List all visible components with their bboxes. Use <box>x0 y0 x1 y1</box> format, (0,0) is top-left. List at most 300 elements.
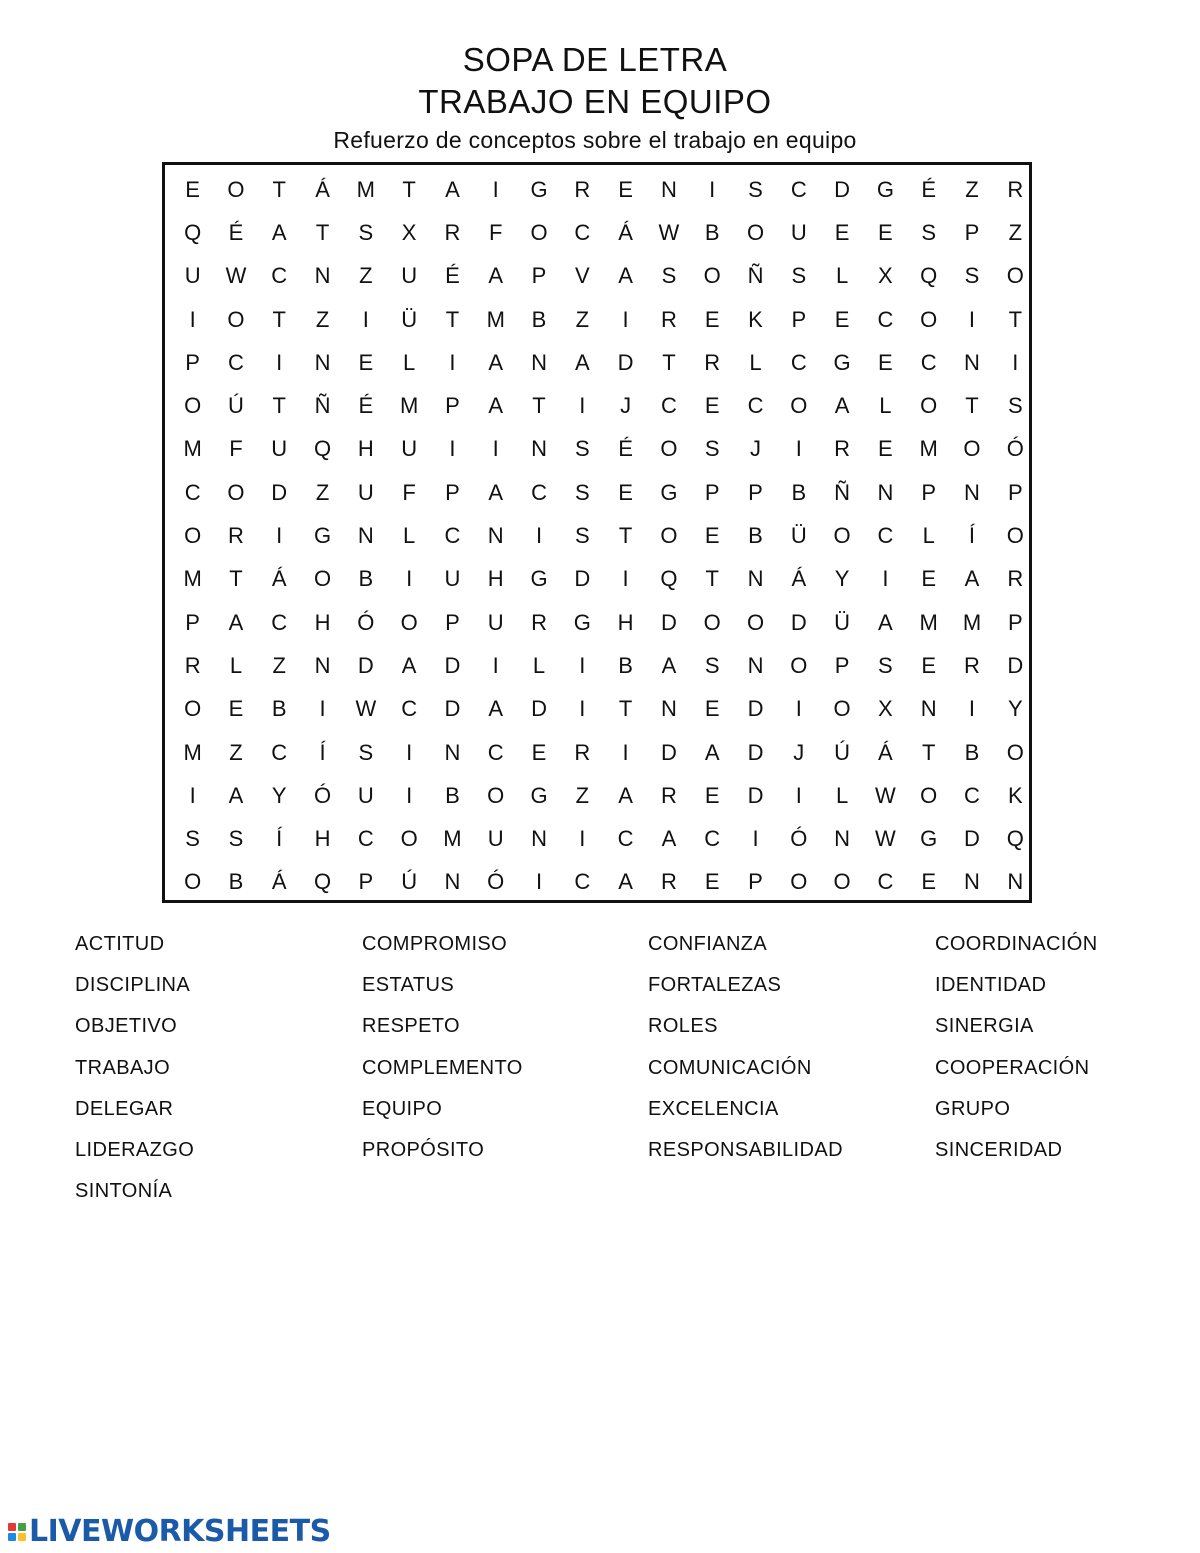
grid-letter: Ó <box>1006 436 1024 462</box>
grid-letter: É <box>358 393 374 419</box>
grid-letter: A <box>834 393 850 419</box>
grid-letter: K <box>1007 782 1023 808</box>
grid-letter: T <box>315 219 330 245</box>
word-list-item: ACTITUD <box>75 933 165 955</box>
grid-letter: U <box>487 609 504 635</box>
grid-letter: Z <box>315 306 330 332</box>
grid-letter: N <box>531 349 547 375</box>
word-list-item: SINERGIA <box>935 1015 1034 1038</box>
grid-letter: N <box>877 479 894 505</box>
grid-letter: F <box>489 219 503 245</box>
grid-letter: Q <box>313 869 332 895</box>
grid-letter: G <box>833 349 851 375</box>
grid-letter: P <box>358 869 374 895</box>
word-list-item: ESTATUS <box>362 974 455 997</box>
grid-letter: R <box>184 652 201 678</box>
grid-letter: D <box>834 176 851 202</box>
grid-letter: N <box>1007 869 1024 895</box>
grid-letter: Á <box>618 219 633 245</box>
grid-letter: S <box>574 436 590 462</box>
grid-letter: O <box>963 436 981 462</box>
grid-letter: L <box>749 349 762 375</box>
grid-letter: I <box>622 566 629 592</box>
grid-letter: G <box>573 609 591 635</box>
grid-letter: A <box>488 393 504 419</box>
grid-letter: Á <box>271 566 287 592</box>
grid-letter: O <box>790 869 808 895</box>
grid-letter: C <box>357 826 374 852</box>
grid-letter: G <box>660 479 678 505</box>
grid-letter: É <box>228 219 244 245</box>
grid-letter: T <box>965 393 979 419</box>
grid-letter: C <box>271 263 288 289</box>
grid-letter: O <box>227 176 245 202</box>
grid-letter: I <box>319 696 326 722</box>
grid-letter: G <box>530 566 548 592</box>
grid-letter: Ú <box>834 739 851 765</box>
grid-letter: N <box>660 176 677 202</box>
grid-letter: A <box>964 566 980 592</box>
grid-letter: S <box>228 826 244 852</box>
grid-letter: I <box>492 436 499 462</box>
grid-letter: I <box>622 306 629 332</box>
grid-letter: U <box>444 566 461 592</box>
grid-letter: E <box>921 869 937 895</box>
grid-letter: G <box>920 826 938 852</box>
grid-letter: C <box>964 782 980 808</box>
grid-letter: I <box>752 826 759 852</box>
logo-square-red <box>8 1523 16 1531</box>
grid-letter: B <box>964 739 980 765</box>
grid-letter: M <box>486 306 505 332</box>
grid-letter: T <box>705 566 719 592</box>
grid-letter: D <box>747 739 764 765</box>
grid-letter: I <box>189 782 196 808</box>
grid-letter: T <box>272 393 286 419</box>
grid-letter: C <box>877 306 894 332</box>
grid-letter: I <box>795 782 802 808</box>
grid-letter: P <box>531 263 547 289</box>
grid-letter: H <box>314 826 331 852</box>
grid-letter: L <box>922 523 935 549</box>
grid-letter: I <box>795 436 802 462</box>
grid-letter: A <box>661 826 677 852</box>
grid-letter: P <box>704 479 720 505</box>
page-title-line-2: TRABAJO EN EQUIPO <box>418 83 772 120</box>
grid-letter: S <box>704 652 720 678</box>
grid-letter: N <box>314 349 331 375</box>
grid-letter: I <box>189 306 196 332</box>
grid-letter: C <box>747 393 764 419</box>
grid-letter: C <box>228 349 244 375</box>
grid-letter: A <box>488 479 504 505</box>
grid-letter: E <box>704 523 720 549</box>
grid-letter: O <box>227 479 245 505</box>
grid-letter: B <box>271 696 287 722</box>
grid-letter: C <box>790 349 807 375</box>
grid-letter: I <box>622 739 629 765</box>
liveworksheets-logo[interactable] <box>8 1512 331 1552</box>
grid-letter: I <box>535 523 543 549</box>
grid-letter: I <box>535 869 543 895</box>
grid-letter: D <box>617 349 634 375</box>
grid-letter: B <box>228 869 244 895</box>
grid-letter: A <box>445 176 460 202</box>
grid-letter: J <box>793 739 805 765</box>
grid-letter: O <box>1006 523 1024 549</box>
grid-letter: O <box>227 306 245 332</box>
grid-letter: C <box>444 523 461 549</box>
grid-letter: Q <box>1006 826 1024 852</box>
grid-letter: P <box>445 479 460 505</box>
grid-letter: N <box>531 436 547 462</box>
grid-letter: L <box>229 652 243 678</box>
grid-letter: B <box>358 566 374 592</box>
grid-letter: I <box>882 566 889 592</box>
grid-letter: O <box>184 393 202 419</box>
grid-letter: A <box>618 782 633 808</box>
word-list-item: COMUNICACIÓN <box>648 1056 812 1079</box>
grid-letter: G <box>530 782 548 808</box>
grid-letter: T <box>272 176 286 202</box>
grid-letter: N <box>357 523 374 549</box>
grid-letter: B <box>618 652 633 678</box>
grid-letter: Á <box>878 739 893 765</box>
grid-letter: Q <box>660 566 678 592</box>
word-list-item: COMPLEMENTO <box>362 1056 523 1079</box>
grid-letter: P <box>445 609 460 635</box>
grid-letter: T <box>921 739 936 765</box>
grid-letter: N <box>964 349 980 375</box>
word-list-item: RESPETO <box>362 1015 461 1038</box>
word-list-item: DELEGAR <box>75 1097 174 1120</box>
grid-letter: P <box>445 393 460 419</box>
grid-letter: A <box>878 609 893 635</box>
grid-letter: O <box>660 523 678 549</box>
grid-letter: A <box>618 263 633 289</box>
grid-letter: V <box>574 263 590 289</box>
grid-letter: Z <box>315 479 330 505</box>
grid-letter: O <box>184 696 202 722</box>
grid-letter: Ñ <box>314 393 331 419</box>
grid-letter: D <box>1007 652 1024 678</box>
grid-letter: M <box>443 826 462 852</box>
grid-letter: D <box>747 696 764 722</box>
grid-letter: Í <box>968 523 976 549</box>
grid-letter: D <box>357 652 374 678</box>
grid-letter: T <box>532 393 546 419</box>
grid-letter: A <box>661 652 677 678</box>
grid-letter: R <box>660 869 677 895</box>
word-list-item: EXCELENCIA <box>648 1097 779 1120</box>
grid-letter: Ñ <box>834 479 851 505</box>
grid-letter: Ú <box>228 393 244 419</box>
word-list-item: IDENTIDAD <box>935 974 1047 997</box>
grid-letter: R <box>660 782 677 808</box>
grid-letter: O <box>703 263 721 289</box>
grid-letter: Z <box>1008 219 1023 245</box>
word-list-item: COOPERACIÓN <box>935 1056 1090 1079</box>
grid-letter: É <box>618 436 633 462</box>
grid-letter: Z <box>272 652 286 678</box>
word-list-item: COORDINACIÓN <box>935 933 1098 955</box>
grid-letter: U <box>790 219 807 245</box>
grid-letter: Ó <box>313 782 332 808</box>
grid-letter: B <box>748 523 763 549</box>
grid-letter: G <box>876 176 894 202</box>
grid-letter: M <box>399 393 419 419</box>
grid-letter: R <box>660 306 677 332</box>
grid-letter: H <box>357 436 374 462</box>
page-title-line-1: SOPA DE LETRA <box>462 41 728 78</box>
grid-letter: N <box>834 826 851 852</box>
grid-letter: D <box>964 826 980 852</box>
grid-letter: M <box>183 436 202 462</box>
grid-letter: A <box>574 349 590 375</box>
grid-letter: G <box>530 176 548 202</box>
grid-letter: Á <box>271 869 287 895</box>
grid-letter: N <box>531 826 547 852</box>
grid-letter: F <box>229 436 243 462</box>
grid-letter: Ñ <box>747 263 764 289</box>
grid-letter: O <box>746 609 765 635</box>
grid-letter: Y <box>271 782 287 808</box>
grid-letter: P <box>834 652 850 678</box>
grid-letter: M <box>962 609 982 635</box>
grid-letter: B <box>791 479 807 505</box>
grid-letter: Y <box>1007 696 1023 722</box>
grid-letter: E <box>704 869 720 895</box>
grid-letter: E <box>704 696 720 722</box>
grid-letter: L <box>403 349 416 375</box>
grid-letter: D <box>444 652 461 678</box>
grid-letter: Í <box>319 739 326 765</box>
grid-letter: N <box>314 263 331 289</box>
grid-letter: B <box>445 782 460 808</box>
grid-letter: I <box>968 696 976 722</box>
grid-letter: A <box>704 739 720 765</box>
grid-letter: B <box>704 219 720 245</box>
grid-letter: N <box>920 696 937 722</box>
grid-letter: S <box>791 263 807 289</box>
grid-letter: T <box>402 176 416 202</box>
grid-letter: Ú <box>401 869 418 895</box>
word-list-item: RESPONSABILIDAD <box>648 1138 843 1161</box>
grid-letter: O <box>184 523 202 549</box>
grid-letter: I <box>579 826 586 852</box>
grid-letter: O <box>833 696 851 722</box>
grid-letter: N <box>660 696 677 722</box>
word-list-item: EQUIPO <box>362 1097 443 1120</box>
grid-letter: D <box>660 609 677 635</box>
grid-letter: I <box>795 696 802 722</box>
grid-letter: S <box>748 176 763 202</box>
grid-letter: S <box>704 436 720 462</box>
grid-letter: S <box>964 263 980 289</box>
grid-letter: I <box>406 739 413 765</box>
page-subtitle: Refuerzo de conceptos sobre el trabajo en equipo <box>333 127 857 153</box>
word-list-item: SINCERIDAD <box>935 1138 1063 1161</box>
grid-letter: Ü <box>834 609 851 635</box>
grid-letter: I <box>579 652 586 678</box>
grid-letter: C <box>877 523 894 549</box>
grid-letter: I <box>406 782 413 808</box>
grid-letter: P <box>185 609 200 635</box>
grid-letter: É <box>445 263 460 289</box>
grid-letter: R <box>1007 566 1024 592</box>
grid-letter: O <box>920 782 938 808</box>
grid-letter: I <box>362 306 369 332</box>
grid-letter: E <box>618 176 633 202</box>
grid-letter: T <box>618 523 633 549</box>
grid-letter: S <box>358 219 374 245</box>
grid-letter: U <box>401 436 418 462</box>
grid-letter: N <box>487 523 504 549</box>
grid-letter: U <box>184 263 201 289</box>
grid-letter: E <box>185 176 200 202</box>
word-search-grid <box>171 168 1037 904</box>
grid-letter: I <box>709 176 716 202</box>
word-list <box>75 928 1185 1216</box>
grid-letter: A <box>228 782 244 808</box>
grid-letter: E <box>921 566 937 592</box>
grid-letter: O <box>833 523 851 549</box>
grid-letter: U <box>357 782 374 808</box>
grid-letter: W <box>658 219 680 245</box>
grid-letter: D <box>531 696 547 722</box>
grid-letter: N <box>964 479 980 505</box>
grid-letter: U <box>401 263 418 289</box>
grid-letter: L <box>835 782 849 808</box>
word-list-item: COMPROMISO <box>362 933 508 955</box>
grid-letter: E <box>618 479 633 505</box>
grid-letter: Á <box>791 566 807 592</box>
grid-letter: L <box>835 263 849 289</box>
grid-letter: R <box>964 652 980 678</box>
grid-letter: O <box>1006 263 1024 289</box>
grid-letter: X <box>878 696 893 722</box>
grid-letter: A <box>271 219 287 245</box>
grid-letter: T <box>662 349 676 375</box>
grid-letter: C <box>487 739 504 765</box>
grid-letter: L <box>879 393 892 419</box>
grid-letter: Z <box>575 782 590 808</box>
grid-letter: O <box>1006 739 1024 765</box>
grid-letter: E <box>704 782 720 808</box>
grid-letter: O <box>400 609 418 635</box>
grid-letter: D <box>444 696 461 722</box>
grid-letter: D <box>660 739 677 765</box>
grid-letter: O <box>833 869 851 895</box>
grid-letter: D <box>790 609 807 635</box>
grid-letter: E <box>834 306 850 332</box>
grid-letter: S <box>574 479 590 505</box>
grid-letter: E <box>358 349 374 375</box>
grid-letter: E <box>878 436 893 462</box>
grid-letter: E <box>834 219 850 245</box>
grid-letter: Q <box>920 263 938 289</box>
grid-letter: O <box>530 219 548 245</box>
grid-letter: M <box>919 609 938 635</box>
grid-letter: I <box>276 523 283 549</box>
grid-letter: A <box>488 349 504 375</box>
grid-letter: M <box>183 739 202 765</box>
grid-letter: J <box>750 436 761 462</box>
liveworksheets-wordmark: LIVEWORKSHEETS <box>29 1514 331 1549</box>
grid-letter: A <box>228 609 244 635</box>
grid-letter: R <box>1007 176 1024 202</box>
grid-letter: I <box>579 393 586 419</box>
word-list-item: PROPÓSITO <box>362 1138 485 1161</box>
grid-letter: T <box>272 306 286 332</box>
grid-letter: C <box>660 393 677 419</box>
grid-letter: W <box>875 782 896 808</box>
grid-letter: O <box>703 609 721 635</box>
grid-letter: P <box>1007 609 1023 635</box>
grid-letter: P <box>791 306 807 332</box>
grid-letter: E <box>878 219 893 245</box>
grid-letter: A <box>618 869 633 895</box>
word-list-item: DISCIPLINA <box>75 974 191 997</box>
liveworksheets-icon <box>8 1523 26 1541</box>
grid-letter: H <box>617 609 634 635</box>
grid-letter: Ó <box>790 826 808 852</box>
grid-letter: O <box>487 782 505 808</box>
grid-letter: S <box>574 523 590 549</box>
grid-letter: C <box>401 696 418 722</box>
grid-letter: U <box>357 479 374 505</box>
grid-letter: O <box>313 566 332 592</box>
grid-letter: I <box>492 176 499 202</box>
grid-letter: U <box>487 826 504 852</box>
grid-letter: T <box>229 566 243 592</box>
grid-letter: P <box>964 219 980 245</box>
grid-letter: W <box>875 826 896 852</box>
grid-letter: C <box>790 176 807 202</box>
logo-square-green <box>18 1523 26 1531</box>
grid-letter: Q <box>313 436 332 462</box>
grid-letter: O <box>920 393 938 419</box>
grid-letter: N <box>964 869 980 895</box>
grid-letter: W <box>355 696 377 722</box>
grid-letter: I <box>406 566 413 592</box>
grid-letter: Ó <box>357 609 375 635</box>
grid-letter: Z <box>575 306 590 332</box>
grid-letter: Í <box>276 826 283 852</box>
grid-letter: Ü <box>401 306 418 332</box>
grid-letter: H <box>487 566 504 592</box>
grid-letter: S <box>921 219 937 245</box>
grid-letter: E <box>531 739 547 765</box>
grid-letter: O <box>660 436 678 462</box>
word-list-item: LIDERAZGO <box>75 1138 195 1161</box>
logo-square-yellow <box>18 1533 26 1541</box>
grid-letter: O <box>184 869 202 895</box>
grid-letter: T <box>618 696 633 722</box>
grid-letter: I <box>492 652 499 678</box>
word-search-grid-frame <box>162 162 1032 903</box>
grid-letter: O <box>746 219 765 245</box>
grid-letter: C <box>920 349 937 375</box>
grid-letter: R <box>531 609 547 635</box>
word-list-item: OBJETIVO <box>75 1015 178 1038</box>
grid-letter: O <box>920 306 938 332</box>
grid-letter: C <box>271 739 288 765</box>
grid-letter: W <box>225 263 247 289</box>
grid-letter: Ó <box>487 869 505 895</box>
grid-letter: U <box>271 436 288 462</box>
grid-letter: A <box>401 652 417 678</box>
